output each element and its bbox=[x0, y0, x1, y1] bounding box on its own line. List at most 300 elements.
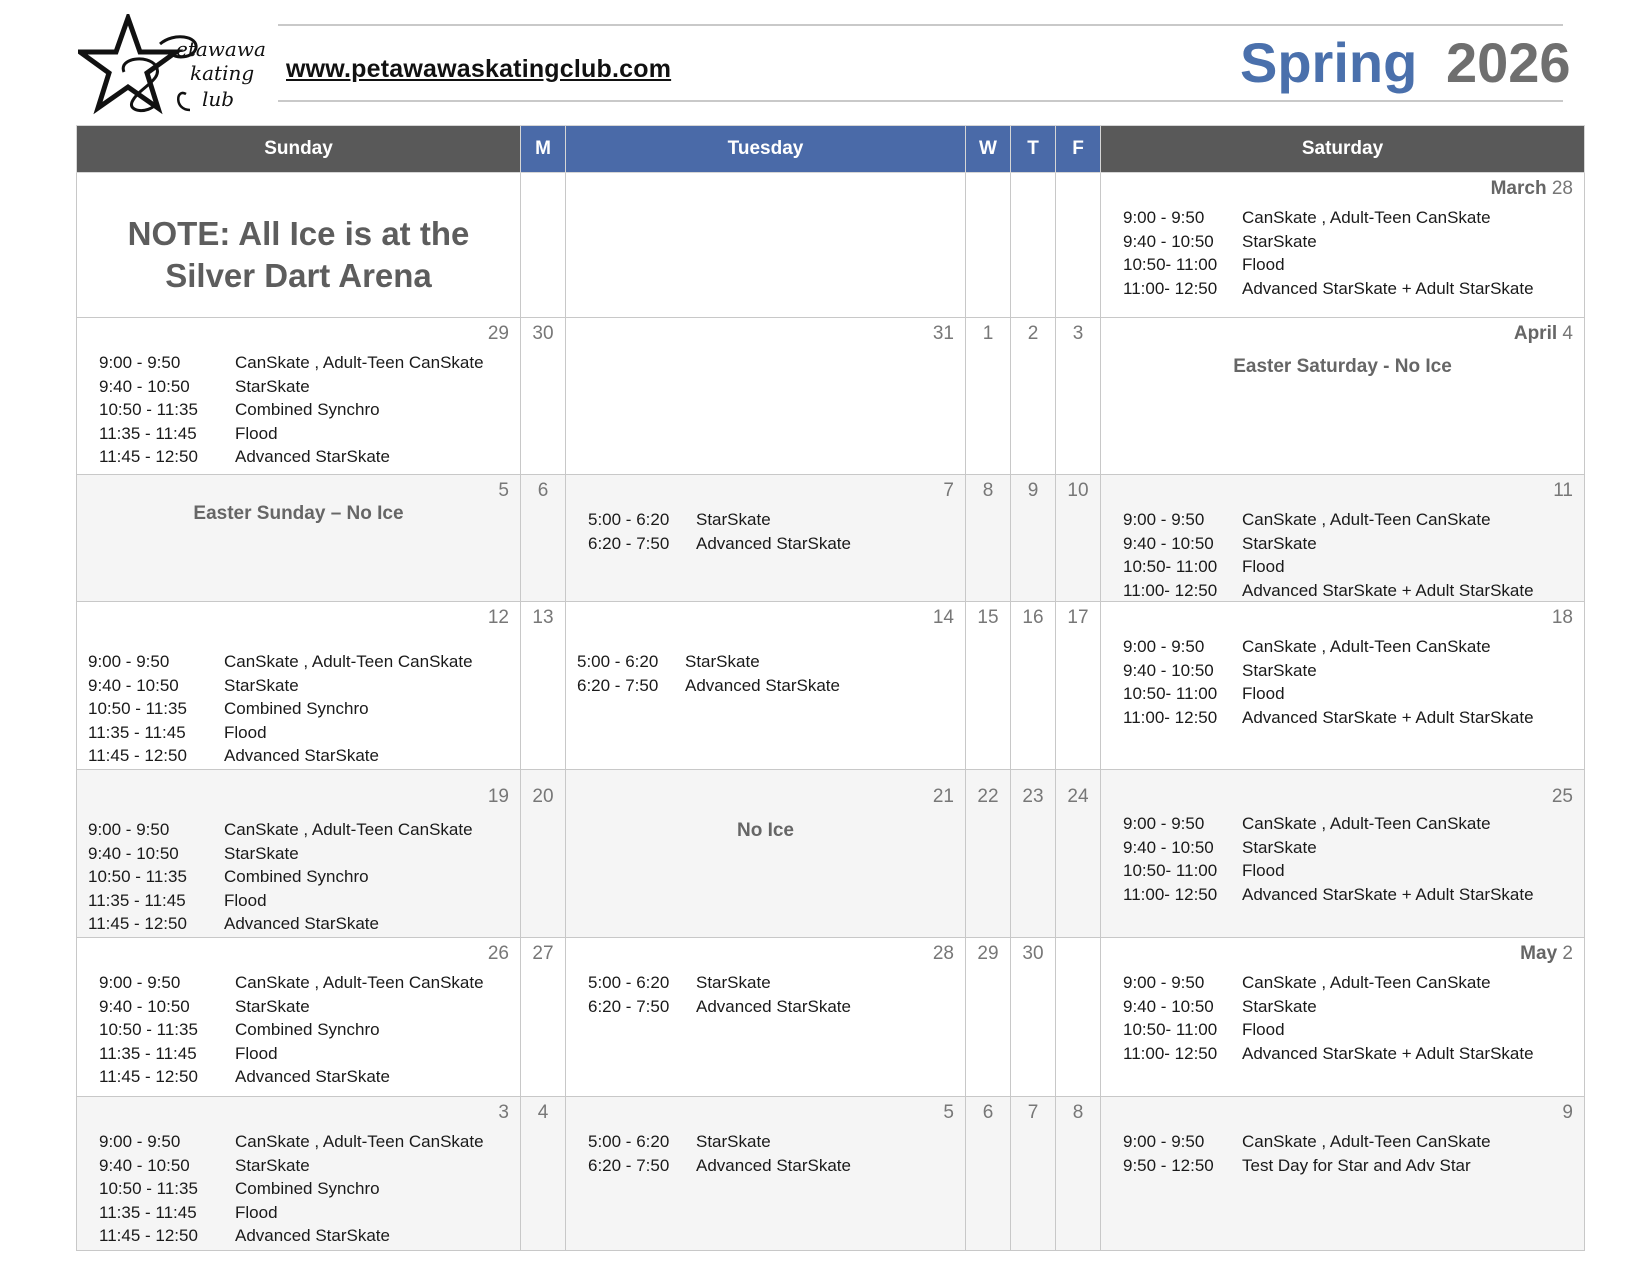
header-tuesday: Tuesday bbox=[566, 126, 966, 173]
day-number: 7 bbox=[1027, 1102, 1039, 1123]
day-number: 28 bbox=[932, 943, 954, 964]
schedule-time: 9:40 - 10:50 bbox=[1123, 996, 1214, 1016]
schedule-time: 10:50 - 11:35 bbox=[99, 1020, 198, 1040]
day-cell bbox=[1056, 318, 1101, 475]
schedule-time: 9:00 - 9:50 bbox=[88, 820, 170, 839]
day-cell-tuesday bbox=[566, 475, 966, 602]
schedule-entry bbox=[88, 744, 473, 768]
schedule-entry bbox=[99, 375, 484, 399]
schedule-entry bbox=[1123, 635, 1534, 659]
schedule-entry bbox=[1123, 859, 1534, 883]
schedule-activity: Advanced StarSkate bbox=[685, 675, 840, 695]
day-number: 1 bbox=[982, 323, 994, 344]
calendar-grid bbox=[76, 125, 1585, 1251]
schedule-entry bbox=[1123, 883, 1534, 907]
day-cell bbox=[521, 770, 566, 938]
day-cell-saturday bbox=[1101, 173, 1585, 318]
schedule-time: 11:45 - 12:50 bbox=[99, 1067, 198, 1087]
schedule bbox=[88, 818, 473, 936]
day-cell bbox=[966, 1097, 1011, 1251]
day-cell-tuesday bbox=[566, 938, 966, 1097]
schedule-activity: Advanced StarSkate bbox=[696, 1155, 851, 1175]
day-cell bbox=[1011, 770, 1056, 938]
day-cell bbox=[1011, 1097, 1056, 1251]
schedule-time: 11:00- 12:50 bbox=[1123, 278, 1218, 298]
schedule-time: 10:50 - 11:35 bbox=[99, 1179, 198, 1199]
day-number: 29 bbox=[977, 943, 999, 964]
day-cell bbox=[1011, 173, 1056, 318]
day-cell-sunday bbox=[77, 770, 521, 938]
day-number: 4 bbox=[537, 1102, 549, 1123]
schedule-entry bbox=[1123, 706, 1534, 730]
schedule-time: 9:00 - 9:50 bbox=[1123, 1132, 1205, 1151]
schedule bbox=[1123, 635, 1534, 729]
website-link[interactable]: www.petawawaskatingclub.com bbox=[286, 55, 672, 83]
schedule-entry bbox=[1123, 277, 1534, 301]
arena-note-line1: NOTE: All Ice is at the bbox=[127, 215, 470, 252]
schedule bbox=[99, 351, 484, 469]
schedule-entry bbox=[1123, 836, 1534, 860]
schedule-entry bbox=[1123, 555, 1534, 579]
header-saturday: Saturday bbox=[1101, 126, 1585, 173]
day-cell bbox=[966, 602, 1011, 770]
schedule-entry bbox=[99, 1065, 484, 1089]
day-cell-tuesday bbox=[566, 602, 966, 770]
schedule-time: 11:00- 12:50 bbox=[1123, 884, 1218, 904]
schedule-entry bbox=[1123, 253, 1534, 277]
schedule-time: 6:20 - 7:50 bbox=[588, 533, 670, 553]
schedule-entry bbox=[99, 1154, 484, 1178]
day-number: 14 bbox=[932, 607, 954, 628]
schedule-entry bbox=[588, 508, 851, 532]
day-number: 30 bbox=[1022, 943, 1044, 964]
schedule-activity: StarSkate bbox=[224, 843, 299, 863]
schedule-time: 9:40 - 10:50 bbox=[88, 843, 179, 863]
schedule-time: 11:00- 12:50 bbox=[1123, 707, 1218, 727]
day-cell bbox=[1056, 770, 1101, 938]
schedule-activity: Flood bbox=[1242, 1020, 1285, 1040]
day-cell bbox=[1011, 318, 1056, 475]
day-number: 15 bbox=[977, 607, 999, 628]
day-number: 2 bbox=[1027, 323, 1039, 344]
day-number: 9 bbox=[1562, 1102, 1573, 1123]
day-number: 18 bbox=[1551, 607, 1573, 628]
schedule-activity: Advanced StarSkate bbox=[224, 914, 379, 934]
schedule-activity: StarSkate bbox=[235, 996, 310, 1016]
day-number: 27 bbox=[532, 943, 554, 964]
schedule-activity: Flood bbox=[235, 1202, 278, 1222]
schedule-activity: StarSkate bbox=[1242, 996, 1317, 1016]
schedule-activity: StarSkate bbox=[235, 1155, 310, 1175]
schedule-entry bbox=[99, 1042, 484, 1066]
header-thursday: T bbox=[1011, 126, 1056, 173]
week-row bbox=[77, 770, 1585, 938]
day-number bbox=[1491, 178, 1573, 200]
schedule-activity: CanSkate , Adult-Teen CanSkate bbox=[224, 652, 473, 671]
schedule-activity: Advanced StarSkate bbox=[696, 996, 851, 1016]
schedule-activity: Flood bbox=[235, 1043, 278, 1063]
schedule-activity: CanSkate , Adult-Teen CanSkate bbox=[235, 353, 484, 372]
day-cell bbox=[521, 602, 566, 770]
day-cell bbox=[1056, 173, 1101, 318]
schedule-entry bbox=[588, 1154, 851, 1178]
schedule-time: 11:35 - 11:45 bbox=[99, 1043, 197, 1063]
header-friday: F bbox=[1056, 126, 1101, 173]
schedule bbox=[588, 971, 851, 1018]
schedule bbox=[99, 971, 484, 1089]
year-title: 2026 bbox=[1446, 31, 1571, 94]
schedule-time: 9:50 - 12:50 bbox=[1123, 1155, 1214, 1175]
schedule-time: 9:40 - 10:50 bbox=[1123, 837, 1214, 857]
schedule-entry bbox=[99, 1177, 484, 1201]
month-label: April bbox=[1513, 323, 1558, 344]
schedule bbox=[1123, 508, 1534, 602]
day-number bbox=[1514, 323, 1573, 345]
day-cell bbox=[966, 938, 1011, 1097]
svg-text:etawawa: etawawa bbox=[176, 37, 266, 61]
schedule-activity: Advanced StarSkate bbox=[235, 1226, 390, 1246]
schedule-time: 9:40 - 10:50 bbox=[99, 1155, 190, 1175]
schedule bbox=[588, 1130, 851, 1177]
week-row bbox=[77, 475, 1585, 602]
schedule-time: 9:40 - 10:50 bbox=[99, 376, 190, 396]
day-number: 12 bbox=[487, 607, 509, 628]
schedule-activity: Advanced StarSkate + Adult StarSkate bbox=[1242, 884, 1534, 904]
schedule-time: 10:50 - 11:35 bbox=[99, 400, 198, 420]
week-row bbox=[77, 173, 1585, 318]
date-label: 28 bbox=[1551, 178, 1573, 199]
header-wednesday: W bbox=[966, 126, 1011, 173]
schedule-activity: Advanced StarSkate bbox=[696, 533, 851, 553]
day-cell bbox=[1056, 602, 1101, 770]
schedule-activity: CanSkate , Adult-Teen CanSkate bbox=[235, 1132, 484, 1151]
schedule-time: 6:20 - 7:50 bbox=[577, 675, 659, 695]
week-row bbox=[77, 938, 1585, 1097]
schedule-entry bbox=[88, 842, 473, 866]
day-cell-tuesday bbox=[566, 318, 966, 475]
schedule-entry bbox=[1123, 1018, 1534, 1042]
club-logo bbox=[78, 14, 278, 122]
day-number: 26 bbox=[487, 943, 509, 964]
season-title: Spring bbox=[1240, 31, 1418, 94]
schedule-time: 10:50- 11:00 bbox=[1123, 684, 1218, 704]
day-number: 8 bbox=[1072, 1102, 1084, 1123]
day-cell-saturday bbox=[1101, 602, 1585, 770]
schedule-entry bbox=[588, 995, 851, 1019]
day-number: 19 bbox=[487, 786, 509, 807]
day-number: 23 bbox=[1022, 786, 1044, 807]
schedule-entry bbox=[88, 721, 473, 745]
schedule-time: 9:00 - 9:50 bbox=[1123, 510, 1205, 529]
day-number: 7 bbox=[943, 480, 954, 501]
day-number: 3 bbox=[1072, 323, 1084, 344]
day-number: 21 bbox=[932, 786, 954, 807]
schedule-entry bbox=[1123, 1154, 1491, 1178]
day-number: 25 bbox=[1551, 786, 1573, 807]
schedule-time: 11:00- 12:50 bbox=[1123, 1043, 1218, 1063]
schedule-time: 9:40 - 10:50 bbox=[99, 996, 190, 1016]
schedule-activity: Combined Synchro bbox=[235, 1020, 380, 1040]
day-cell bbox=[521, 938, 566, 1097]
schedule-activity: Flood bbox=[224, 890, 267, 910]
schedule-activity: Flood bbox=[1242, 557, 1285, 577]
schedule-activity: StarSkate bbox=[685, 652, 760, 671]
schedule-activity: Advanced StarSkate + Adult StarSkate bbox=[1242, 1043, 1534, 1063]
day-number: 30 bbox=[532, 323, 554, 344]
schedule bbox=[1123, 206, 1534, 300]
schedule-time: 9:40 - 10:50 bbox=[1123, 660, 1214, 680]
schedule-entry bbox=[99, 398, 484, 422]
day-cell-sunday bbox=[77, 938, 521, 1097]
schedule-entry bbox=[577, 674, 840, 698]
schedule-time: 9:40 - 10:50 bbox=[1123, 533, 1214, 553]
schedule-activity: CanSkate , Adult-Teen CanSkate bbox=[1242, 814, 1491, 833]
day-cell bbox=[521, 475, 566, 602]
day-cell bbox=[1056, 475, 1101, 602]
day-cell bbox=[566, 173, 966, 318]
schedule-time: 9:00 - 9:50 bbox=[1123, 208, 1205, 227]
day-cell-saturday bbox=[1101, 1097, 1585, 1251]
day-cell bbox=[1011, 938, 1056, 1097]
schedule-time: 5:00 - 6:20 bbox=[588, 973, 670, 992]
schedule-entry bbox=[99, 995, 484, 1019]
schedule-activity: Combined Synchro bbox=[235, 1179, 380, 1199]
schedule-entry bbox=[88, 650, 473, 674]
day-number: 29 bbox=[487, 323, 509, 344]
schedule-entry bbox=[1123, 1130, 1491, 1154]
schedule-activity: Advanced StarSkate + Adult StarSkate bbox=[1242, 580, 1534, 600]
day-number: 22 bbox=[977, 786, 999, 807]
day-cell-sunday bbox=[77, 475, 521, 602]
no-ice-note: No Ice bbox=[736, 820, 795, 841]
schedule bbox=[1123, 812, 1534, 906]
day-number: 3 bbox=[498, 1102, 509, 1123]
schedule-activity: StarSkate bbox=[696, 973, 771, 992]
schedule-time: 9:00 - 9:50 bbox=[99, 973, 181, 992]
schedule-activity: StarSkate bbox=[696, 1132, 771, 1151]
day-cell bbox=[1011, 475, 1056, 602]
schedule-time: 10:50- 11:00 bbox=[1123, 861, 1218, 881]
week-row bbox=[77, 1097, 1585, 1251]
schedule-entry bbox=[99, 971, 484, 995]
schedule-entry bbox=[1123, 1042, 1534, 1066]
schedule-time: 9:00 - 9:50 bbox=[1123, 973, 1205, 992]
schedule-entry bbox=[1123, 659, 1534, 683]
schedule-activity: StarSkate bbox=[696, 510, 771, 529]
schedule-entry bbox=[88, 818, 473, 842]
day-cell-tuesday bbox=[566, 770, 966, 938]
date-label: 2 bbox=[1562, 943, 1573, 964]
header-rule-bottom bbox=[278, 100, 1563, 102]
schedule bbox=[99, 1130, 484, 1248]
date-label: 4 bbox=[1562, 323, 1573, 344]
schedule-entry bbox=[1123, 230, 1534, 254]
schedule-activity: Combined Synchro bbox=[224, 699, 369, 719]
schedule-activity: StarSkate bbox=[1242, 660, 1317, 680]
day-number: 20 bbox=[532, 786, 554, 807]
schedule bbox=[88, 650, 473, 768]
day-number: 16 bbox=[1022, 607, 1044, 628]
schedule-time: 11:45 - 12:50 bbox=[88, 746, 187, 766]
day-cell-tuesday bbox=[566, 1097, 966, 1251]
schedule-time: 10:50 - 11:35 bbox=[88, 699, 187, 719]
schedule-time: 11:45 - 12:50 bbox=[88, 914, 187, 934]
schedule-entry bbox=[1123, 508, 1534, 532]
schedule-time: 6:20 - 7:50 bbox=[588, 1155, 670, 1175]
day-cell bbox=[1056, 938, 1101, 1097]
schedule-entry bbox=[88, 865, 473, 889]
day-number: 11 bbox=[1553, 480, 1573, 501]
schedule-entry bbox=[88, 889, 473, 913]
day-cell bbox=[1056, 1097, 1101, 1251]
schedule-activity: Flood bbox=[235, 423, 278, 443]
schedule-time: 10:50 - 11:35 bbox=[88, 867, 187, 887]
schedule-time: 9:00 - 9:50 bbox=[99, 353, 181, 372]
schedule-activity: Advanced StarSkate + Adult StarSkate bbox=[1242, 278, 1534, 298]
arena-note-line2: Silver Dart Arena bbox=[165, 257, 432, 294]
schedule-time: 11:45 - 12:50 bbox=[99, 447, 198, 467]
day-number: 13 bbox=[532, 607, 554, 628]
schedule-activity: Advanced StarSkate + Adult StarSkate bbox=[1242, 707, 1534, 727]
day-number: 31 bbox=[932, 323, 954, 344]
schedule bbox=[1123, 1130, 1491, 1177]
schedule-time: 9:00 - 9:50 bbox=[1123, 637, 1205, 656]
easter-saturday-note: Easter Saturday - No Ice bbox=[1233, 356, 1452, 377]
note-cell bbox=[77, 173, 521, 318]
schedule-entry bbox=[99, 1018, 484, 1042]
schedule-activity: Advanced StarSkate bbox=[235, 1067, 390, 1087]
schedule-activity: CanSkate , Adult-Teen CanSkate bbox=[1242, 1132, 1491, 1151]
day-number: 24 bbox=[1067, 786, 1089, 807]
svg-text:lub: lub bbox=[202, 87, 235, 111]
day-number: 6 bbox=[982, 1102, 994, 1123]
day-cell-saturday bbox=[1101, 770, 1585, 938]
day-cell bbox=[1011, 602, 1056, 770]
schedule-entry bbox=[99, 422, 484, 446]
day-number: 10 bbox=[1067, 480, 1089, 501]
schedule-entry bbox=[99, 1224, 484, 1248]
day-number: 9 bbox=[1027, 480, 1039, 501]
header-monday: M bbox=[521, 126, 566, 173]
schedule-entry bbox=[1123, 995, 1534, 1019]
day-cell bbox=[966, 173, 1011, 318]
schedule-activity: Flood bbox=[224, 722, 267, 742]
schedule-time: 11:35 - 11:45 bbox=[99, 1202, 197, 1222]
schedule-activity: CanSkate , Adult-Teen CanSkate bbox=[1242, 973, 1491, 992]
schedule-time: 9:00 - 9:50 bbox=[88, 652, 170, 671]
schedule-activity: StarSkate bbox=[235, 376, 310, 396]
schedule-activity: Combined Synchro bbox=[224, 867, 369, 887]
schedule-entry bbox=[88, 674, 473, 698]
schedule-entry bbox=[1123, 812, 1534, 836]
schedule-activity: CanSkate , Adult-Teen CanSkate bbox=[224, 820, 473, 839]
schedule-entry bbox=[88, 697, 473, 721]
schedule-activity: Flood bbox=[1242, 684, 1285, 704]
day-number: 5 bbox=[498, 480, 509, 501]
svg-text:kating: kating bbox=[190, 61, 255, 85]
day-number: 6 bbox=[537, 480, 549, 501]
day-cell bbox=[966, 318, 1011, 475]
schedule-activity: Advanced StarSkate bbox=[235, 447, 390, 467]
schedule-entry bbox=[577, 650, 840, 674]
day-number: 17 bbox=[1067, 607, 1089, 628]
schedule-time: 11:35 - 11:45 bbox=[88, 890, 186, 910]
schedule bbox=[588, 508, 851, 555]
schedule-activity: Combined Synchro bbox=[235, 400, 380, 420]
schedule-activity: StarSkate bbox=[1242, 231, 1317, 251]
schedule-entry bbox=[99, 445, 484, 469]
schedule-activity: Flood bbox=[1242, 861, 1285, 881]
schedule bbox=[1123, 971, 1534, 1065]
week-row bbox=[77, 318, 1585, 475]
schedule-entry bbox=[1123, 206, 1534, 230]
schedule-time: 10:50- 11:00 bbox=[1123, 255, 1218, 275]
day-number bbox=[1520, 943, 1573, 965]
schedule-time: 5:00 - 6:20 bbox=[588, 1132, 670, 1151]
day-cell-sunday bbox=[77, 1097, 521, 1251]
schedule-entry bbox=[99, 1130, 484, 1154]
schedule-entry bbox=[1123, 971, 1534, 995]
day-cell bbox=[966, 475, 1011, 602]
schedule-entry bbox=[1123, 579, 1534, 603]
month-label: May bbox=[1520, 943, 1558, 964]
day-number: 5 bbox=[943, 1102, 954, 1123]
day-cell-saturday bbox=[1101, 475, 1585, 602]
schedule-entry bbox=[588, 1130, 851, 1154]
schedule-time: 9:40 - 10:50 bbox=[88, 675, 179, 695]
schedule-activity: StarSkate bbox=[1242, 533, 1317, 553]
schedule-time: 9:00 - 9:50 bbox=[1123, 814, 1205, 833]
easter-sunday-note: Easter Sunday – No Ice bbox=[193, 503, 404, 524]
schedule-activity: Flood bbox=[1242, 255, 1285, 275]
schedule-time: 10:50- 11:00 bbox=[1123, 1020, 1218, 1040]
schedule-activity: CanSkate , Adult-Teen CanSkate bbox=[235, 973, 484, 992]
schedule-entry bbox=[1123, 532, 1534, 556]
day-number: 8 bbox=[982, 480, 994, 501]
schedule-activity: CanSkate , Adult-Teen CanSkate bbox=[1242, 637, 1491, 656]
schedule-time: 11:00- 12:50 bbox=[1123, 580, 1218, 600]
header-rule-top bbox=[278, 24, 1563, 26]
header-sunday: Sunday bbox=[77, 126, 521, 173]
schedule-activity: StarSkate bbox=[224, 675, 299, 695]
arena-note bbox=[77, 213, 520, 297]
schedule-entry bbox=[1123, 682, 1534, 706]
schedule-time: 6:20 - 7:50 bbox=[588, 996, 670, 1016]
schedule-activity: Test Day for Star and Adv Star bbox=[1242, 1155, 1471, 1175]
schedule-entry bbox=[588, 532, 851, 556]
week-row bbox=[77, 602, 1585, 770]
schedule-activity: CanSkate , Adult-Teen CanSkate bbox=[1242, 208, 1491, 227]
schedule-entry bbox=[88, 912, 473, 936]
day-cell-sunday bbox=[77, 602, 521, 770]
schedule-time: 11:45 - 12:50 bbox=[99, 1226, 198, 1246]
day-cell-sunday bbox=[77, 318, 521, 475]
schedule-activity: CanSkate , Adult-Teen CanSkate bbox=[1242, 510, 1491, 529]
schedule-time: 9:40 - 10:50 bbox=[1123, 231, 1214, 251]
weekday-header-row bbox=[77, 126, 1585, 173]
day-cell bbox=[966, 770, 1011, 938]
day-cell bbox=[521, 318, 566, 475]
day-cell-saturday bbox=[1101, 938, 1585, 1097]
day-cell-saturday bbox=[1101, 318, 1585, 475]
day-cell bbox=[521, 173, 566, 318]
schedule-activity: StarSkate bbox=[1242, 837, 1317, 857]
schedule-time: 11:35 - 11:45 bbox=[88, 722, 186, 742]
schedule-entry bbox=[588, 971, 851, 995]
schedule-activity: Advanced StarSkate bbox=[224, 746, 379, 766]
schedule-time: 5:00 - 6:20 bbox=[577, 652, 659, 671]
schedule bbox=[577, 650, 840, 697]
